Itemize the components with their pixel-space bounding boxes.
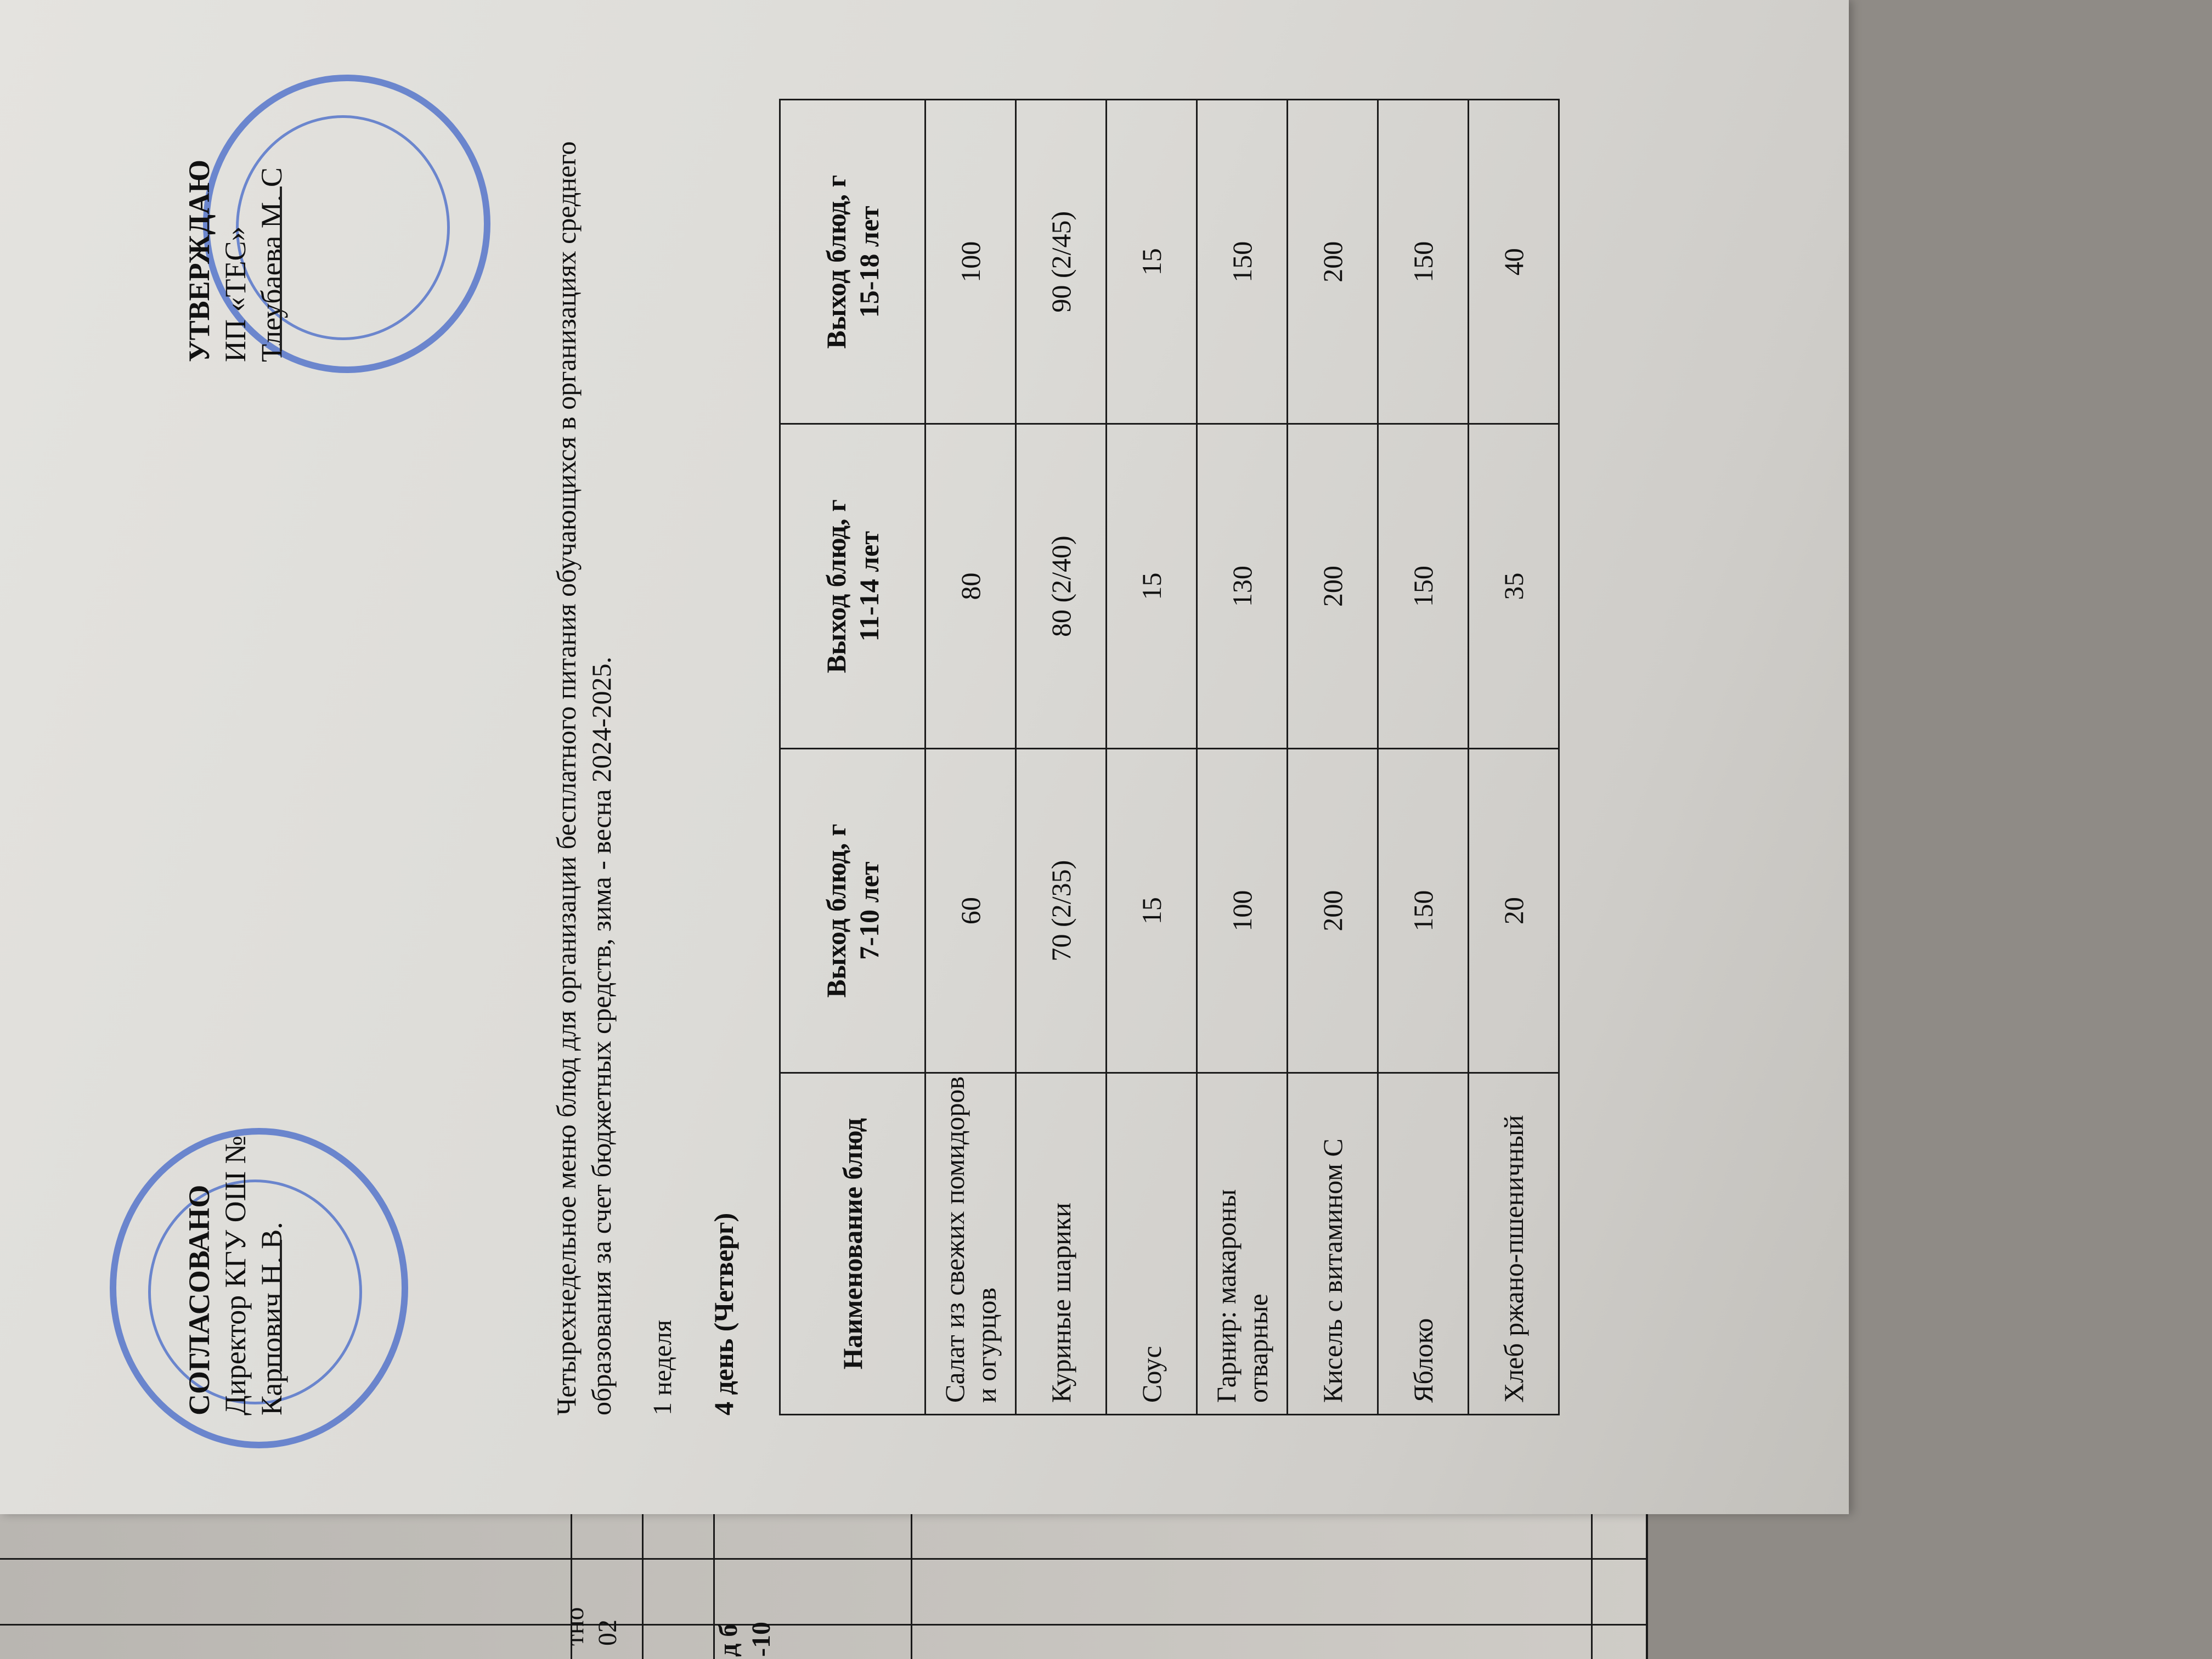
signature-line-right [280, 187, 282, 351]
yield-15-18: 150 [1197, 100, 1288, 424]
approval-right-signatory: Тлеубаева М. С [255, 167, 288, 362]
yield-15-18: 100 [926, 100, 1016, 424]
week-label: 1 неделя [648, 1319, 677, 1415]
approval-left-signatory: Карпович Н. В. [255, 1222, 288, 1415]
dish-name: Гарнир: макароны отварные [1197, 1073, 1288, 1415]
table-row [1197, 100, 1288, 1415]
header-yield-11-14: Выход блюд, г 11-14 лет [780, 424, 926, 748]
approval-right-company: ИП «ТЕС» [219, 226, 252, 362]
yield-11-14: 130 [1197, 424, 1288, 748]
yield-15-18: 150 [1378, 100, 1469, 424]
dish-name: Соус [1107, 1073, 1197, 1415]
dish-name: Салат из свежих помидоров и огурцов [926, 1073, 1016, 1415]
approval-left-position: Директор КГУ ОШ № [219, 1135, 252, 1415]
yield-7-10: 150 [1378, 748, 1469, 1073]
dish-name: Хлеб ржано-пшеничный [1469, 1073, 1559, 1415]
header-dish-name: Наименование блюд [780, 1073, 926, 1415]
yield-15-18: 200 [1288, 100, 1378, 424]
dish-name: Кисель с витамином С [1288, 1073, 1378, 1415]
under-page-text: тно [560, 1607, 589, 1646]
yield-7-10: 20 [1469, 748, 1559, 1073]
yield-15-18: 90 (2/45) [1016, 100, 1107, 424]
header-yield-15-18: Выход блюд, г 15-18 лет [780, 100, 926, 424]
under-table-line [0, 1624, 1646, 1626]
yield-15-18: 40 [1469, 100, 1559, 424]
table-row [926, 100, 1016, 1415]
under-page-text: д б [714, 1623, 743, 1657]
dish-name: Куриные шарики [1016, 1073, 1107, 1415]
document-title: Четырехнедельное меню блюд для организации бесплатного питания обучающихся в организациях среднего образования за счет бюджетных средств, зима - весна 2024-2025. [551, 141, 617, 1415]
yield-7-10: 15 [1107, 748, 1197, 1073]
menu-table [779, 99, 1560, 1415]
yield-11-14: 80 [926, 424, 1016, 748]
table-row [1378, 100, 1469, 1415]
day-label: 4 день (Четверг) [708, 1212, 739, 1415]
yield-15-18: 15 [1107, 100, 1197, 424]
under-page-text: -10 [747, 1622, 776, 1657]
table-row [1469, 100, 1559, 1415]
table-row [1288, 100, 1378, 1415]
table-row [1016, 100, 1107, 1415]
yield-7-10: 100 [1197, 748, 1288, 1073]
approval-right-title: УТВЕРЖДАЮ [183, 159, 216, 362]
dish-name: Яблоко [1378, 1073, 1469, 1415]
under-table-line [0, 1558, 1646, 1560]
yield-11-14: 15 [1107, 424, 1197, 748]
signature-line-left [280, 1240, 282, 1372]
yield-11-14: 35 [1469, 424, 1559, 748]
yield-11-14: 80 (2/40) [1016, 424, 1107, 748]
approval-left [181, 1136, 290, 1415]
under-page-text: 02 [593, 1620, 622, 1646]
table-row [1107, 100, 1197, 1415]
table-header-row [780, 100, 926, 1415]
yield-7-10: 200 [1288, 748, 1378, 1073]
yield-7-10: 70 (2/35) [1016, 748, 1107, 1073]
yield-7-10: 60 [926, 748, 1016, 1073]
yield-11-14: 150 [1378, 424, 1469, 748]
approval-left-title: СОГЛАСОВАНО [183, 1184, 216, 1415]
header-yield-7-10: Выход блюд, г 7-10 лет [780, 748, 926, 1073]
yield-11-14: 200 [1288, 424, 1378, 748]
approval-right [181, 160, 290, 362]
